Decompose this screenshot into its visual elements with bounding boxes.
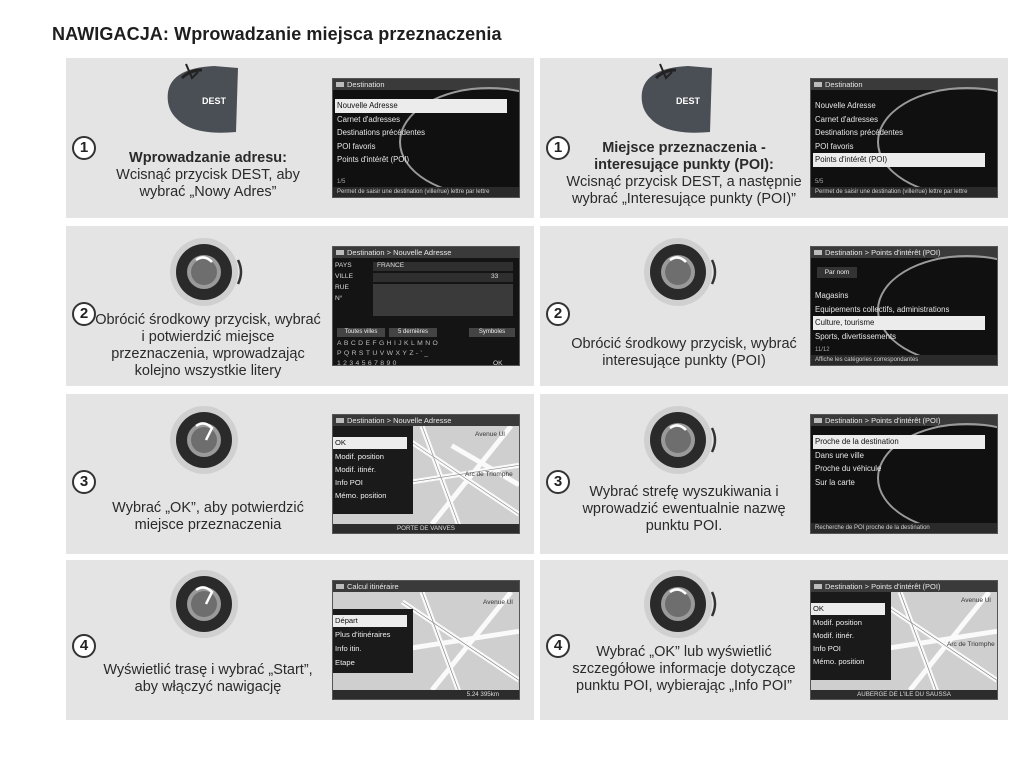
menu-item[interactable]: Plus d'itinéraires: [335, 630, 391, 639]
page-title: NAWIGACJA: Wprowadzanie miejsca przeznaczenia: [52, 24, 502, 44]
screen-title: Destination > Points d'intérêt (POI): [811, 247, 997, 258]
knob-press-icon: [166, 400, 246, 480]
menu-item[interactable]: Carnet d'adresses: [815, 114, 879, 124]
menu-item[interactable]: Modif. itinér.: [335, 465, 376, 474]
nav-screen: [810, 246, 998, 366]
caption-text: Wcisnąć przycisk DEST, aby wybrać „Nowy Adres”: [116, 167, 300, 200]
step-caption: Wyświetlić trasę i wybrać „Start”, aby włączyć nawigację: [103, 662, 313, 695]
menu-item[interactable]: POI favoris: [337, 141, 376, 151]
step-number: 1: [72, 136, 96, 160]
right-step-2-panel: [540, 226, 1008, 386]
street-bar: AUBERGE DE L'ILE DU SAUSSA: [811, 690, 997, 699]
step-number: 4: [72, 634, 96, 658]
caption-text: Wcisnąć przycisk DEST, a następnie wybrać „Interesujące punkty (POI)”: [566, 174, 802, 207]
menu-item[interactable]: Nouvelle Adresse: [815, 101, 876, 110]
keyboard-row[interactable]: 1234567890: [337, 360, 399, 366]
step-caption: Obrócić środkowy przycisk, wybrać interesujące punkty (POI): [571, 336, 797, 369]
street-bar: PORTE DE VANVES: [333, 524, 519, 533]
menu-item[interactable]: Equipements collectifs, administrations: [815, 304, 950, 314]
nav-screen: Destination > Nouvelle Adresse Avenue Ul Arc de Triomphe OK Modif. position Modif. itinér. Info POI Mémo. position PORTE DE VANVES: [332, 414, 520, 534]
step-caption: Obrócić środkowy przycisk, wybrać i potwierdzić miejsce przeznaczenia, wprowadzając kolejno wszystkie litery: [95, 312, 321, 379]
menu-item[interactable]: Nouvelle Adresse: [335, 99, 507, 113]
menu-item[interactable]: Proche du véhicule: [815, 464, 882, 473]
menu-item[interactable]: Départ: [333, 615, 407, 627]
menu-item[interactable]: Magasins: [815, 291, 849, 300]
nav-screen: [332, 78, 520, 198]
menu-item[interactable]: Mémo. position: [335, 491, 387, 500]
right-step-4-panel: [540, 560, 1008, 720]
page-indicator: 5/5: [815, 179, 824, 185]
menu-item[interactable]: Modif. position: [813, 618, 862, 627]
keyboard-screen: PAYS VILLE RUE N° FRANCE 33 Toutes villes 5 dernières Symboles ABCDEFGHIJKLMNO PQRSTUVWXYZ-'_ 1234567890 OK: [333, 258, 519, 365]
menu-item[interactable]: Sports, divertissements: [815, 331, 897, 341]
page-indicator: 11/12: [815, 347, 830, 353]
nav-screen: Destination > Points d'intérêt (POI) Avenue Ul Arc de Triomphe OK Modif. position Modif. itinér. Info POI Mémo. position AUBERGE DE L'ILE DU SAUSSA: [810, 580, 998, 700]
step-number: 2: [72, 302, 96, 326]
menu-item[interactable]: Info POI: [335, 478, 363, 487]
dest-button-label: DEST: [202, 96, 227, 106]
screen-footer: Recherche de POI proche de la destination: [811, 523, 997, 533]
screen-footer: Affiche les catégories correspondantes: [811, 355, 997, 365]
screen-title: Destination: [333, 79, 519, 90]
step-number: 3: [72, 470, 96, 494]
menu-item[interactable]: Points d'intérêt (POI): [813, 153, 985, 167]
menu-item[interactable]: OK: [333, 437, 407, 449]
menu-item[interactable]: Dans une ville: [815, 450, 864, 460]
dest-button-label: DEST: [676, 96, 701, 106]
menu-list: [335, 99, 507, 167]
menu-item[interactable]: Culture, tourisme: [813, 316, 985, 330]
menu-item[interactable]: Info itin.: [335, 644, 362, 653]
rotary-knob-icon: [640, 564, 720, 644]
left-step-1-panel: [66, 58, 534, 218]
step-number: 1: [546, 136, 570, 160]
left-step-4-panel: [66, 560, 534, 720]
step-caption: Wybrać strefę wyszukiwania i wprowadzić ewentualnie nazwę punktu POI.: [582, 484, 786, 534]
nav-screen: [810, 78, 998, 198]
menu-item[interactable]: POI favoris: [815, 141, 854, 151]
nav-screen: [332, 246, 520, 366]
menu-item[interactable]: Proche de la destination: [813, 435, 985, 449]
screen-title: Destination: [811, 79, 997, 90]
screen-footer: Permet de saisir une destination (ville/rue) lettre par lettre: [811, 187, 997, 197]
menu-list: [813, 99, 985, 167]
step-caption: Wybrać „OK” lub wyświetlić szczegółowe informacje dotyczące punktu POI, wybierając „Info POI”: [572, 644, 796, 694]
right-step-3-panel: [540, 394, 1008, 554]
left-step-2-panel: [66, 226, 534, 386]
menu-item[interactable]: Carnet d'adresses: [337, 114, 401, 124]
keyboard-row[interactable]: PQRSTUVWXYZ-'_: [337, 350, 431, 357]
caption-bold: Miejsce przeznaczenia - interesujące punkty (POI):: [594, 140, 774, 173]
rotary-knob-icon: [640, 232, 720, 312]
rotary-knob-icon: [640, 400, 720, 480]
menu-item[interactable]: Destinations précédentes: [815, 128, 903, 137]
screen-title: Destination > Nouvelle Adresse: [333, 415, 519, 426]
step-number: 4: [546, 634, 570, 658]
count-value: 33: [491, 273, 499, 280]
route-info: 5.24 395km: [333, 690, 519, 699]
step-caption: Wybrać „OK”, aby potwierdzić miejsce przeznaczenia: [112, 500, 304, 533]
menu-item[interactable]: Info POI: [813, 644, 841, 653]
caption-bold: Wprowadzanie adresu:: [129, 150, 287, 166]
step-caption: [92, 150, 324, 201]
menu-item[interactable]: Mémo. position: [813, 657, 865, 666]
sort-option[interactable]: Par nom: [817, 267, 857, 278]
step-number: 2: [546, 302, 570, 326]
menu-item[interactable]: Modif. itinér.: [813, 631, 854, 640]
menu-item[interactable]: Points d'intérêt (POI): [337, 155, 410, 164]
dest-button-icon: [162, 62, 246, 140]
instruction-grid: [62, 56, 1008, 718]
menu-item[interactable]: Etape: [335, 658, 355, 667]
nav-screen: Calcul itinéraire Avenue Ul Départ Plus d'itinéraires Info itin. Etape 5.24 395km: [332, 580, 520, 700]
page-indicator: 1/5: [337, 179, 346, 185]
knob-press-icon: [166, 564, 246, 644]
screen-title: Destination > Points d'intérêt (POI): [811, 415, 997, 426]
menu-list: [813, 289, 985, 343]
ok-key[interactable]: OK: [493, 360, 503, 366]
screen-title: Destination > Points d'intérêt (POI): [811, 581, 997, 592]
screen-footer: Permet de saisir une destination (ville/rue) lettre par lettre: [333, 187, 519, 197]
screen-title: Calcul itinéraire: [333, 581, 519, 592]
menu-item[interactable]: Destinations précédentes: [337, 128, 425, 137]
menu-item[interactable]: Sur la carte: [815, 477, 855, 487]
nav-screen: [810, 414, 998, 534]
right-step-1-panel: [540, 58, 1008, 218]
menu-list: [813, 435, 985, 489]
left-step-3-panel: [66, 394, 534, 554]
step-caption: [562, 140, 806, 208]
menu-item[interactable]: OK: [811, 603, 885, 615]
country-value: FRANCE: [377, 262, 405, 269]
screen-title: Destination > Nouvelle Adresse: [333, 247, 519, 258]
rotary-knob-icon: [166, 232, 246, 312]
dest-button-icon: [636, 62, 720, 140]
menu-item[interactable]: Modif. position: [335, 452, 384, 461]
keyboard-row[interactable]: ABCDEFGHIJKLMNO: [337, 340, 441, 347]
step-number: 3: [546, 470, 570, 494]
